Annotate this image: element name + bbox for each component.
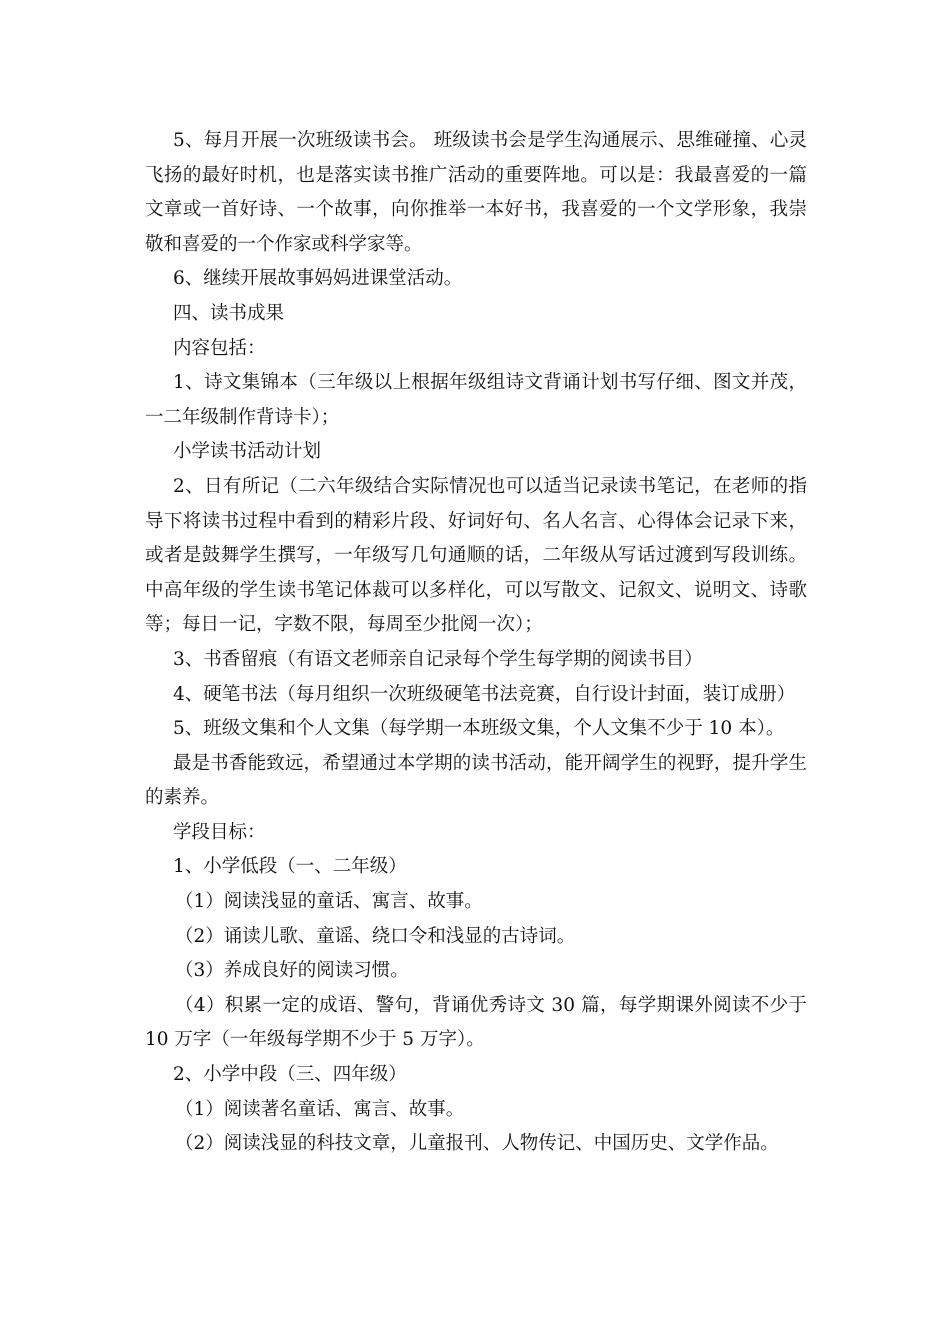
paragraph-class-anthology: 5、班级文集和个人文集（每学期一本班级文集，个人文集不少于 10 本）。 (173, 718, 785, 740)
paragraph-story-mom: 6、继续开展故事妈妈进课堂活动。 (173, 268, 463, 290)
stage-heading-middle-grades: 2、小学中段（三、四年级） (173, 1064, 407, 1086)
goal-item-lower-2: （2）诵读儿歌、童谣、绕口令和浅显的古诗词。 (175, 925, 576, 947)
paragraph-daily-notes: 2、日有所记（二六年级结合实际情况也可以适当记录读书笔记，在老师的指导下将读书过程中看到的精彩片段、好词好句、名人名言、心得体会记录下来，或者是鼓舞学生撰写，一年级写几句通顺的话，二年级从写话过渡到写段训练。中高年级的学生读书笔记体裁可以多样化，可以写散文、记叙文、说明文、诗歌等；每日一记，字数不限，每周至少批阅一次）； (145, 475, 807, 636)
goal-item-lower-3: （3）养成良好的阅读习惯。 (175, 960, 409, 982)
paragraph-poetry-collection: 1、诗文集锦本（三年级以上根据年级组诗文背诵计划书写仔细、图文并茂，一二年级制作背诗卡）； (145, 372, 807, 428)
stage-heading-lower-grades: 1、小学低段（一、二年级） (173, 856, 407, 878)
section-heading-stage-goals: 学段目标： (173, 821, 266, 843)
goal-item-lower-4: （4）积累一定的成语、警句，背诵优秀诗文 30 篇，每学期课外阅读不少于 10 万字（一年级每学期不少于 5 万字）。 (145, 994, 807, 1051)
paragraph-plan-title: 小学读书活动计划 (173, 441, 322, 463)
goal-item-middle-1: （1）阅读著名童话、寓言、故事。 (175, 1098, 465, 1120)
paragraph-calligraphy: 4、硬笔书法（每月组织一次班级硬笔书法竞赛，自行设计封面，装订成册） (173, 683, 796, 705)
goal-item-middle-2: （2）阅读浅显的科技文章，儿童报刊、人物传记、中国历史、文学作品。 (175, 1133, 779, 1155)
paragraph-reading-club: 5、每月开展一次班级读书会。 班级读书会是学生沟通展示、思维碰撞、心灵飞扬的最好时机，也是落实读书推广活动的重要阵地。可以是：我最喜爱的一篇文章或一首好诗、一个故事，向你推举一本好书，我喜爱的一个文学形象，我崇敬和喜爱的一个作家或科学家等。 (145, 130, 807, 255)
document-body (145, 124, 807, 1162)
paragraph-reading-record: 3、书香留痕（有语文老师亲自记录每个学生每学期的阅读书目） (173, 648, 703, 670)
section-heading-reading-results: 四、读书成果 (173, 302, 285, 324)
paragraph-conclusion: 最是书香能致远，希望通过本学期的读书活动，能开阔学生的视野，提升学生的素养。 (145, 752, 807, 809)
paragraph-contents-intro: 内容包括： (173, 337, 266, 359)
goal-item-lower-1: （1）阅读浅显的童话、寓言、故事。 (175, 891, 483, 913)
